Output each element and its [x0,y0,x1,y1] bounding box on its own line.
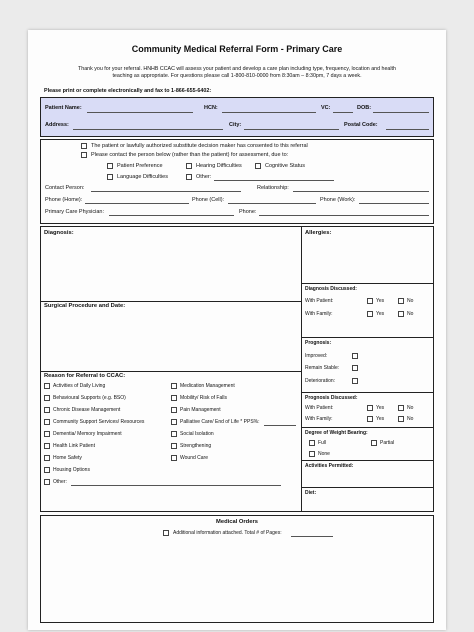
reason-chronic-disease-label: Chronic Disease Management [53,407,121,413]
fax-instruction: Please print or complete electronically and fax to 1-866-655-6402: [44,88,212,94]
weight-full-checkbox[interactable] [309,440,315,446]
address-field[interactable] [73,129,223,130]
reason-wound-care-label: Wound Care [180,455,208,461]
dd-patient-yes-label: Yes [376,298,385,304]
prognosis-discussed-label: Prognosis Discussed: [305,395,358,401]
referral-form-page [28,30,446,630]
reason-strengthening-label: Strengthening [180,443,212,449]
diet-field[interactable] [303,498,431,510]
language-difficulties-checkbox[interactable] [107,174,113,180]
pd-patient-no-checkbox[interactable] [398,405,404,411]
reason-medication-label: Medication Management [180,383,235,389]
other-reason-label: Other: [196,174,212,180]
weight-partial-checkbox[interactable] [371,440,377,446]
cognitive-status-checkbox[interactable] [255,163,261,169]
postal-code-label: Postal Code: [344,122,378,128]
diagnosis-field[interactable] [43,239,299,299]
relationship-label: Relationship: [257,185,289,191]
allergies-label: Allergies: [305,230,332,236]
reason-pain-label: Pain Management [180,407,221,413]
surgical-procedure-field[interactable] [43,312,299,369]
contact-person-field[interactable] [91,191,241,192]
pd-patient-yes-checkbox[interactable] [367,405,373,411]
postal-code-field[interactable] [386,129,429,130]
hcn-field[interactable] [222,112,316,113]
other-reason-field[interactable] [214,180,334,181]
phone-home-field[interactable] [85,203,189,204]
language-difficulties-label: Language Difficulties [117,174,168,180]
relationship-field[interactable] [293,191,429,192]
additional-info-checkbox[interactable] [163,530,169,536]
pd-with-family-label: With Family: [305,416,333,422]
physician-field[interactable] [109,215,234,216]
hearing-difficulties-label: Hearing Difficulties [196,163,242,169]
weight-none-checkbox[interactable] [309,451,315,457]
reason-medication-checkbox[interactable] [171,383,177,389]
activities-permitted-field[interactable] [303,471,431,485]
reason-behavioural-label: Behavioural Supports (e.g. BSO) [53,395,126,401]
reason-strengthening-checkbox[interactable] [171,443,177,449]
vc-field[interactable] [333,112,353,113]
reason-referral-label: Reason for Referral to CCAC: [44,373,126,379]
dd-family-no-label: No [407,311,414,317]
reason-health-link-checkbox[interactable] [44,443,50,449]
patient-preference-label: Patient Preference [117,163,163,169]
reason-mobility-label: Mobility/ Risk of Falls [180,395,227,401]
phone-work-label: Phone (Work): [320,197,356,203]
prognosis-stable-label: Remain Stable: [305,365,340,371]
dd-with-patient-label: With Patient: [305,298,334,304]
reason-behavioural-checkbox[interactable] [44,395,50,401]
pd-family-yes-checkbox[interactable] [367,416,373,422]
medical-orders-box [40,515,434,623]
diagnosis-label: Diagnosis: [44,230,74,236]
medical-orders-field[interactable] [43,542,431,620]
pps-field[interactable] [264,425,296,426]
hearing-difficulties-checkbox[interactable] [186,163,192,169]
dob-label: DOB: [357,105,372,111]
consent-checkbox[interactable] [81,143,87,149]
intro-text-line2: teaching as appropriate. For questions please call 1-800-810-0000 from 8:30am – 8:30pm, 7 days a week. [112,73,362,79]
prognosis-label: Prognosis: [305,340,332,346]
additional-info-label: Additional information attached. Total # of Pages: [173,530,282,536]
prognosis-improved-label: Improved: [305,353,328,359]
reason-home-safety-checkbox[interactable] [44,455,50,461]
reason-other-field[interactable] [71,485,281,486]
physician-phone-field[interactable] [259,215,429,216]
phone-cell-label: Phone (Cell): [192,197,225,203]
reason-dementia-checkbox[interactable] [44,431,50,437]
dd-with-family-label: With Family: [305,311,333,317]
prognosis-improved-checkbox[interactable] [352,353,358,359]
reason-adl-label: Activities of Daily Living [53,383,106,389]
patient-name-field[interactable] [87,112,193,113]
contact-other-person-text: Please contact the person below (rather than the patient) for assessment, due to: [91,152,289,158]
patient-name-label: Patient Name: [45,105,82,111]
form-title: Community Medical Referral Form - Primary Care [131,44,343,54]
patient-preference-checkbox[interactable] [107,163,113,169]
dd-family-yes-checkbox[interactable] [367,311,373,317]
patient-info-box [40,97,434,137]
phone-work-field[interactable] [359,203,429,204]
pd-family-no-label: No [407,416,414,422]
hcn-label: HCN: [204,105,218,111]
diet-label: Diet: [305,490,317,496]
reason-other-checkbox[interactable] [44,479,50,485]
physician-phone-label: Phone: [239,209,257,215]
reason-housing-label: Housing Options [53,467,90,473]
diagnosis-discussed-label: Diagnosis Discussed: [305,286,357,292]
pd-family-yes-label: Yes [376,416,385,422]
reason-chronic-disease-checkbox[interactable] [44,407,50,413]
weight-none-label: None [318,451,330,457]
reason-other-label: Other: [53,479,67,485]
reason-social-isolation-label: Social Isolation [180,431,214,437]
allergies-field[interactable] [303,239,431,281]
contact-other-person-checkbox[interactable] [81,152,87,158]
reason-pain-checkbox[interactable] [171,407,177,413]
reason-wound-care-checkbox[interactable] [171,455,177,461]
address-label: Address: [45,122,69,128]
vc-label: VC: [321,105,331,111]
weight-bearing-label: Degree of Weight Bearing: [305,430,368,436]
cognitive-status-label: Cognitive Status [265,163,306,169]
phone-cell-field[interactable] [228,203,316,204]
dd-family-no-checkbox[interactable] [398,311,404,317]
reason-mobility-checkbox[interactable] [171,395,177,401]
reason-adl-checkbox[interactable] [44,383,50,389]
reason-palliative-checkbox[interactable] [171,419,177,425]
reason-community-support-label: Community Support Services/ Resources [53,419,145,425]
dd-family-yes-label: Yes [376,311,385,317]
surgical-procedure-label: Surgical Procedure and Date: [44,303,126,309]
reason-palliative-label: Palliative Care/ End of Life * PPS%: [180,419,260,425]
dob-field[interactable] [373,112,429,113]
total-pages-field[interactable] [291,536,333,537]
contact-person-label: Contact Person: [45,185,85,191]
medical-orders-label: Medical Orders [216,519,258,525]
dd-patient-no-label: No [407,298,414,304]
intro-text-line1: Thank you for your referral. HNHB CCAC will assess your patient and develop a care plan including type, frequency, location and health [78,66,396,72]
dd-patient-no-checkbox[interactable] [398,298,404,304]
city-label: City: [229,122,242,128]
weight-partial-label: Partial [380,440,395,446]
phone-home-label: Phone (Home): [45,197,83,203]
pd-with-patient-label: With Patient: [305,405,334,411]
reason-community-support-checkbox[interactable] [44,419,50,425]
prognosis-deterioration-label: Deterioration: [305,378,336,384]
physician-label: Primary Care Physician: [45,209,104,215]
pd-family-no-checkbox[interactable] [398,416,404,422]
city-field[interactable] [244,129,339,130]
other-reason-checkbox[interactable] [186,174,192,180]
reason-social-isolation-checkbox[interactable] [171,431,177,437]
prognosis-deterioration-checkbox[interactable] [352,378,358,384]
dd-patient-yes-checkbox[interactable] [367,298,373,304]
prognosis-stable-checkbox[interactable] [352,365,358,371]
reason-housing-checkbox[interactable] [44,467,50,473]
reason-home-safety-label: Home Safety [53,455,82,461]
consent-text: The patient or lawfully authorized substitute decision maker has consented to this referral [91,143,308,149]
weight-full-label: Full [318,440,327,446]
reason-dementia-label: Dementia/ Memory Impairment [53,431,122,437]
pd-patient-no-label: No [407,405,414,411]
reason-health-link-label: Health Link Patient [53,443,95,449]
pd-patient-yes-label: Yes [376,405,385,411]
activities-permitted-label: Activities Permitted: [305,463,354,469]
consent-contact-box [40,139,434,224]
clinical-info-box [40,226,434,512]
